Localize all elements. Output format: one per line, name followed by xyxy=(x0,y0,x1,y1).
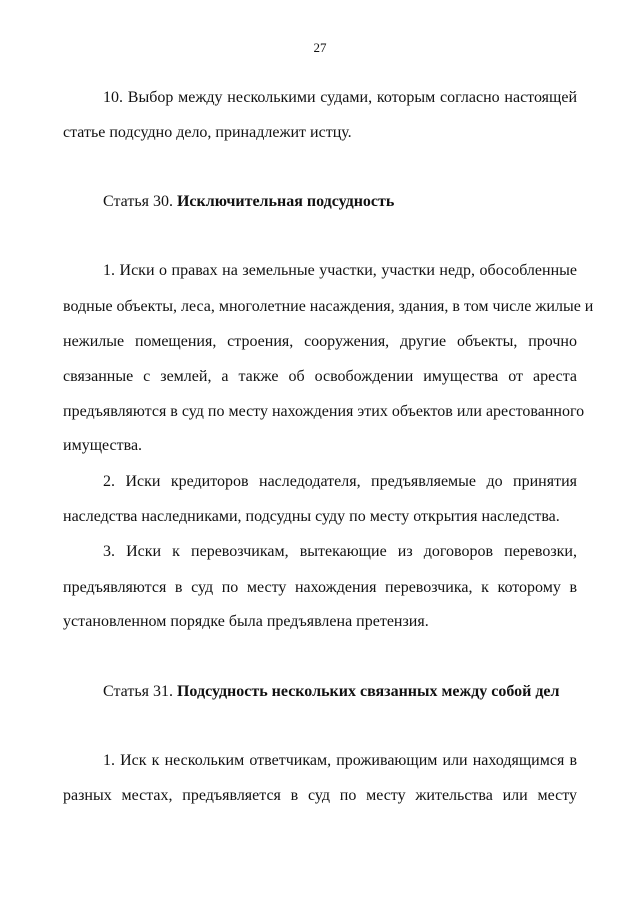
page-number: 27 xyxy=(313,40,327,55)
article31-heading-title: Подсудность нескольких связанных между собой дел xyxy=(176,683,560,700)
article30-item1-line4: связанные с землей, а также об освобождении имущества от ареста xyxy=(63,368,577,385)
article30-heading xyxy=(103,193,394,211)
article31-item1-line1: 1. Иск к нескольким ответчикам, проживающим или находящимся в xyxy=(103,752,577,769)
article29-item10-line1: 10. Выбор между несколькими судами, которым согласно настоящей xyxy=(103,89,577,106)
article29-item10-line2: статье подсудно дело, принадлежит истцу. xyxy=(63,124,352,141)
article30-item3-line3: установленном порядке была предъявлена претензия. xyxy=(63,613,429,630)
article30-item1-line2: водные объекты, леса, многолетние насаждения, здания, в том числе жилые и xyxy=(63,298,594,315)
article30-item1-line3: нежилые помещения, строения, сооружения, другие объекты, прочно xyxy=(63,333,577,350)
article30-item2-line1: 2. Иски кредиторов наследодателя, предъявляемые до принятия xyxy=(103,473,577,490)
article30-item2-line2: наследства наследниками, подсудны суду по месту открытия наследства. xyxy=(63,508,560,525)
article30-heading-title: Исключительная подсудность xyxy=(176,193,395,210)
article30-item1-line5: предъявляются в суд по месту нахождения этих объектов или арестованного xyxy=(63,403,585,420)
article30-item3-line2: предъявляются в суд по месту нахождения перевозчика, к которому в xyxy=(63,579,577,596)
article30-item1-line1: 1. Иски о правах на земельные участки, участки недр, обособленные xyxy=(103,262,577,279)
article31-item1-line2: разных местах, предъявляется в суд по месту жительства или месту xyxy=(63,787,577,804)
article31-heading xyxy=(103,683,560,701)
article30-heading-prefix: Статья 30. xyxy=(103,193,173,210)
article30-item1-line6: имущества. xyxy=(63,437,143,454)
article31-heading-prefix: Статья 31. xyxy=(103,683,173,700)
article30-item3-line1: 3. Иски к перевозчикам, вытекающие из договоров перевозки, xyxy=(103,543,577,560)
